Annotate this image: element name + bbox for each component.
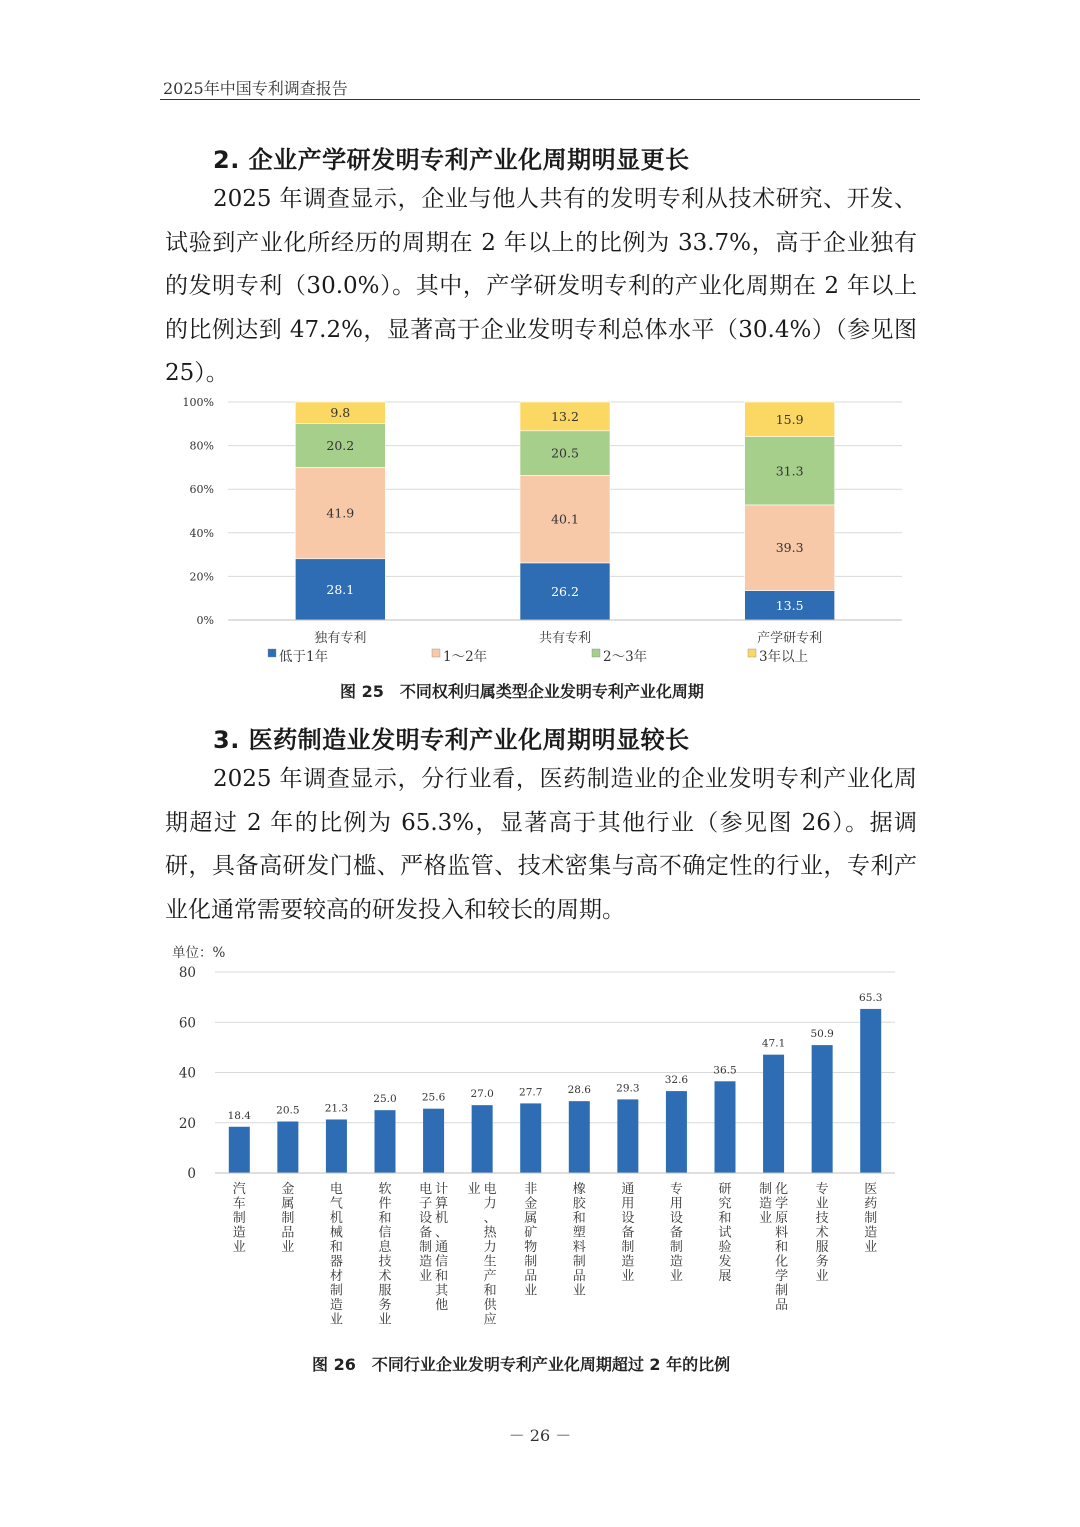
x-category-label: 计算机、通信和其他 <box>435 1182 449 1313</box>
y-tick-label: 40 <box>178 1065 196 1082</box>
chart-25 <box>170 390 910 670</box>
data-label: 28.6 <box>567 1084 591 1097</box>
x-category-label: 专用设备制造业 <box>669 1182 683 1284</box>
data-label: 21.3 <box>324 1102 349 1115</box>
section-3-heading: 3. 医药制造业发明专利产业化周期明显较长 <box>213 726 690 754</box>
x-category-label: 化学原料和化学制品 <box>775 1182 789 1313</box>
page-number: － 26 － <box>508 1426 572 1445</box>
data-label: 36.5 <box>713 1064 737 1077</box>
data-label: 27.7 <box>519 1086 543 1099</box>
legend-swatch <box>268 649 276 657</box>
bar <box>617 1099 638 1173</box>
bar <box>472 1105 493 1173</box>
data-label: 39.3 <box>775 540 804 556</box>
x-category-label: 电气机械和器材制造业 <box>329 1182 343 1328</box>
data-label: 47.1 <box>761 1037 786 1050</box>
x-category-label: 橡胶和塑料制品业 <box>572 1182 586 1299</box>
y-tick-label: 20 <box>178 1115 196 1132</box>
data-label: 25.0 <box>373 1093 397 1106</box>
x-category-label: 汽车制造业 <box>232 1182 246 1255</box>
y-tick-label: 80% <box>189 439 214 453</box>
bar <box>229 1127 250 1173</box>
figure-26-caption: 图 26 不同行业企业发明专利产业化周期超过 2 年的比例 <box>312 1355 731 1374</box>
report-header: 2025年中国专利调查报告 <box>163 79 348 98</box>
data-label: 32.6 <box>664 1074 689 1087</box>
data-label: 13.2 <box>551 408 579 424</box>
y-tick-label: 20% <box>189 570 214 584</box>
x-category-label: 金属制品业 <box>281 1182 295 1255</box>
data-label: 13.5 <box>775 597 804 613</box>
bar <box>763 1055 784 1173</box>
bar <box>326 1119 347 1173</box>
legend-swatch <box>592 649 600 657</box>
data-label: 28.1 <box>326 581 355 597</box>
data-label: 15.9 <box>775 411 804 427</box>
figure-25-caption: 图 25 不同权利归属类型企业发明专利产业化周期 <box>340 682 704 701</box>
x-category-label: 制造业 <box>759 1182 773 1226</box>
data-label: 20.2 <box>326 437 355 453</box>
bar <box>375 1110 396 1173</box>
x-category-label: 专业技术服务业 <box>815 1182 829 1284</box>
bar <box>812 1045 833 1173</box>
y-tick-label: 60 <box>178 1015 196 1032</box>
y-tick-label: 60% <box>189 483 214 497</box>
unit-label: 单位：% <box>172 945 226 961</box>
bar <box>520 1103 541 1173</box>
data-label: 29.3 <box>616 1082 640 1095</box>
section-3-paragraph: 2025 年调查显示，分行业看，医药制造业的企业发明专利产业化周期超过 2 年的比例为 65.3%，显著高于其他行业（参见图 26）。据调研，具备高研发门槛、严格监管、技术密集与高不确定性的行业，专利产业化通常需要较高的研发投入和较长的周期。 <box>165 766 917 923</box>
header-rule <box>160 99 920 100</box>
data-label: 40.1 <box>551 511 579 527</box>
x-category-label: 研究和试验发展 <box>718 1182 732 1284</box>
x-category-label: 软件和信息技术服务业 <box>378 1182 392 1328</box>
legend-swatch <box>748 649 756 657</box>
y-tick-label: 100% <box>182 396 214 409</box>
data-label: 20.5 <box>276 1104 300 1117</box>
legend-label: 低于1年 <box>279 649 329 665</box>
x-category-label: 非金属矿物制品业 <box>524 1182 538 1299</box>
y-tick-label: 80 <box>178 965 196 981</box>
data-label: 25.6 <box>421 1091 446 1104</box>
data-label: 41.9 <box>326 505 355 521</box>
x-category-label: 医药制造业 <box>864 1182 878 1255</box>
bar <box>860 1009 881 1173</box>
data-label: 26.2 <box>551 583 579 599</box>
legend-label: 2～3年 <box>603 649 648 665</box>
chart-26 <box>160 940 910 1340</box>
legend-swatch <box>432 649 440 657</box>
y-tick-label: 0 <box>187 1166 196 1182</box>
data-label: 18.4 <box>227 1109 251 1122</box>
x-category-label: 电子设备制造业 <box>419 1182 433 1284</box>
data-label: 9.8 <box>330 405 351 421</box>
section-2-paragraph: 2025 年调查显示，企业与他人共有的发明专利从技术研究、开发、试验到产业化所经历的周期在 2 年以上的比例为 33.7%，高于企业独有的发明专利（30.0%）。其中，产学研发明专利的产业化周期在 2 年以上的比例达到 47.2%，显著高于企业发明专利总体水平（30.4%）（参见图 25）。 <box>165 186 917 386</box>
y-tick-label: 0% <box>196 614 214 627</box>
x-category-label: 共有专利 <box>538 631 592 646</box>
bar <box>277 1121 298 1173</box>
legend-label: 1～2年 <box>443 649 488 665</box>
bar <box>423 1109 444 1173</box>
x-category-label: 业 <box>467 1182 481 1197</box>
bar <box>666 1091 687 1173</box>
data-label: 31.3 <box>775 463 804 479</box>
y-tick-label: 40% <box>189 526 214 540</box>
bar <box>569 1101 590 1173</box>
x-category-label: 电力、热力生产和供应 <box>483 1182 497 1328</box>
bar <box>715 1081 736 1173</box>
data-label: 65.3 <box>859 991 883 1004</box>
data-label: 27.0 <box>470 1088 494 1101</box>
x-category-label: 通用设备制造业 <box>621 1182 635 1284</box>
x-category-label: 独有专利 <box>314 631 367 646</box>
legend-label: 3年以上 <box>759 649 809 665</box>
section-2-heading: 2. 企业产学研发明专利产业化周期明显更长 <box>213 146 690 174</box>
x-category-label: 产学研专利 <box>757 631 823 646</box>
data-label: 20.5 <box>551 445 579 461</box>
data-label: 50.9 <box>810 1028 834 1041</box>
